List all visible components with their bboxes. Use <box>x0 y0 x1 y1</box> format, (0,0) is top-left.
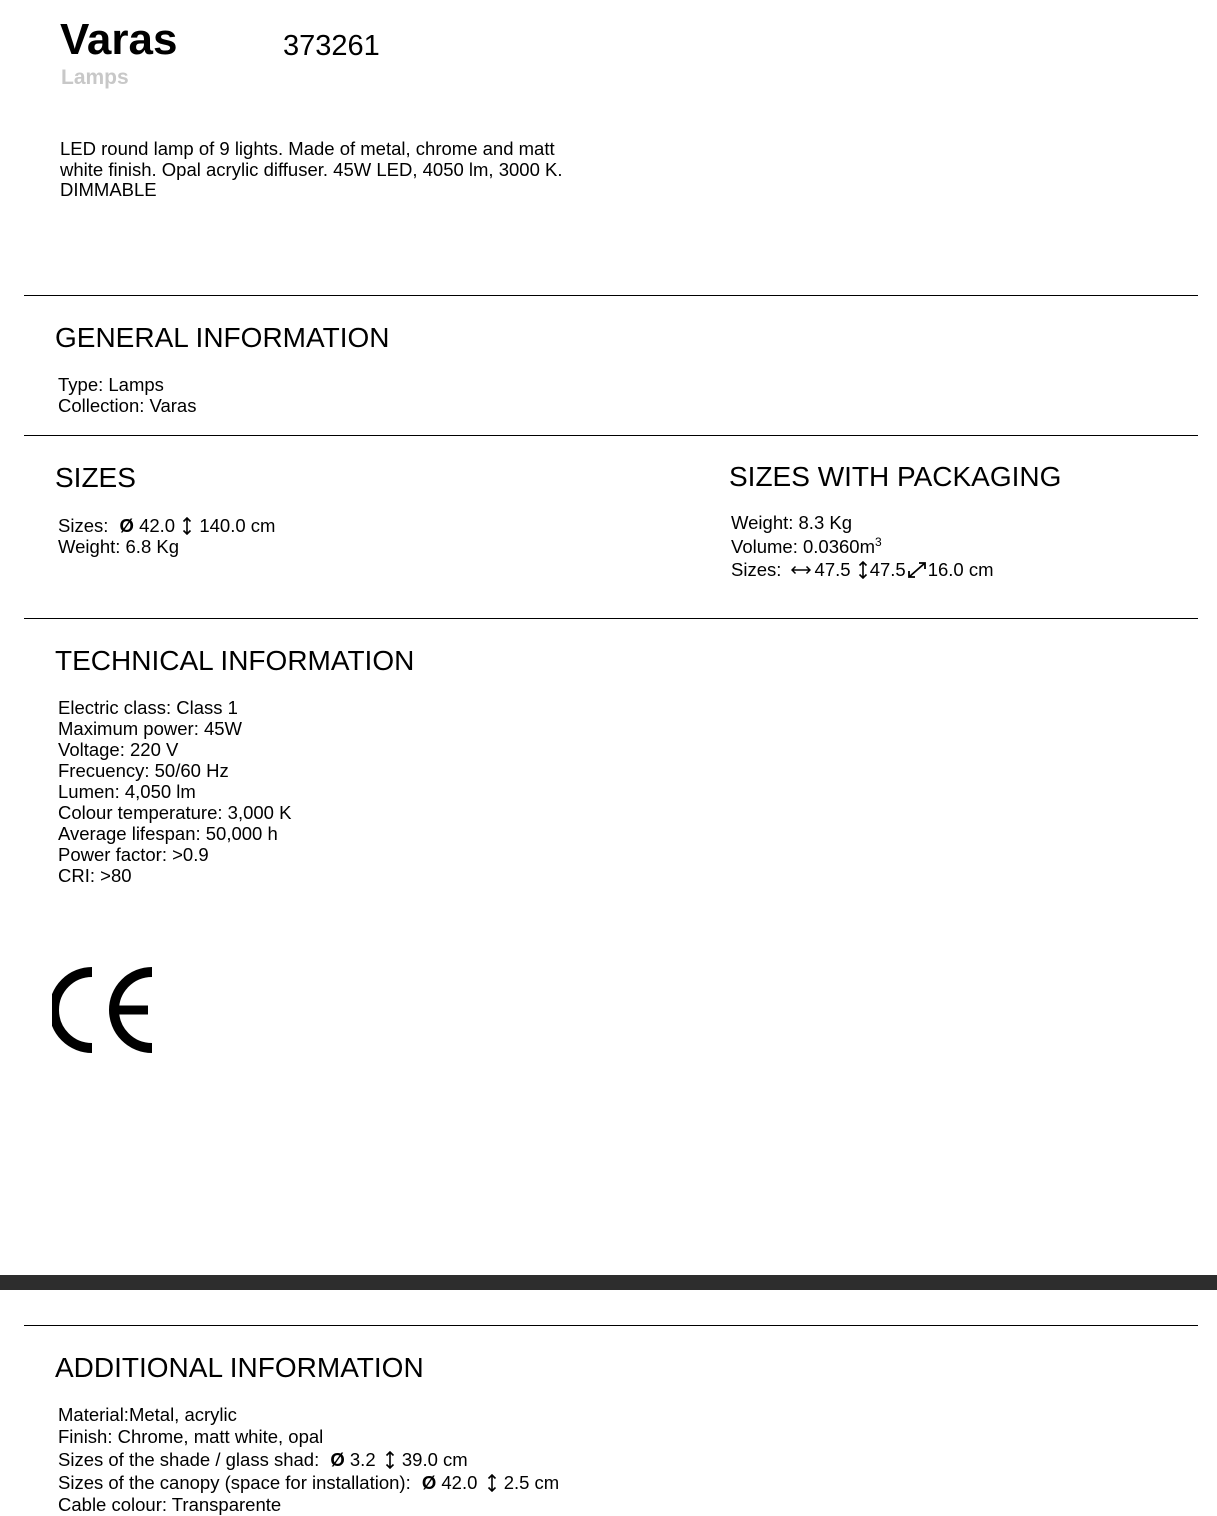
power-factor-line: Power factor: >0.9 <box>58 844 209 865</box>
additional-information-heading: ADDITIONAL INFORMATION <box>55 1352 424 1383</box>
material-line: Material:Metal, acrylic <box>58 1404 237 1425</box>
type-line: Type: Lamps <box>58 374 164 395</box>
height-arrow-icon <box>182 517 192 535</box>
diameter-icon: Ø <box>421 1472 437 1493</box>
ce-mark-icon <box>52 966 158 1054</box>
cable-colour-line: Cable colour: Transparente <box>58 1494 282 1515</box>
product-title: Varas <box>60 15 178 64</box>
electric-class-line: Electric class: Class 1 <box>58 697 238 718</box>
shade-height-value: 39.0 cm <box>401 1449 468 1470</box>
volume-unit-exponent: 3 <box>875 534 882 549</box>
divider <box>24 295 1198 296</box>
depth-arrow-icon <box>907 561 927 579</box>
collection-line: Collection: Varas <box>58 395 197 416</box>
height-arrow-icon <box>858 561 868 579</box>
lumen-line: Lumen: 4,050 lm <box>58 781 196 802</box>
general-information-heading: GENERAL INFORMATION <box>55 322 390 353</box>
divider <box>24 1325 1198 1326</box>
packaging-heading: SIZES WITH PACKAGING <box>729 461 1062 492</box>
shade-sizes-label: Sizes of the shade / glass shad: <box>58 1449 320 1470</box>
colour-temperature-line: Colour temperature: 3,000 K <box>58 802 292 823</box>
packaging-sizes-line <box>731 558 994 582</box>
diameter-value: 42.0 <box>139 515 176 536</box>
packaging-width-value: 47.5 <box>814 559 851 580</box>
packaging-volume-line <box>731 535 994 559</box>
product-reference: 373261 <box>283 30 380 62</box>
technical-information-heading: TECHNICAL INFORMATION <box>55 645 415 676</box>
product-description: LED round lamp of 9 lights. Made of metal, chrome and matt white finish. Opal acrylic diffuser. 45W LED, 4050 lm, 3000 K. DIMMABLE <box>60 138 563 200</box>
height-arrow-icon <box>385 1451 395 1469</box>
canopy-diameter-value: 42.0 <box>441 1472 478 1493</box>
canopy-sizes-line <box>58 1472 559 1494</box>
diameter-icon: Ø <box>330 1449 345 1470</box>
cri-line: CRI: >80 <box>58 865 132 886</box>
voltage-line: Voltage: 220 V <box>58 739 179 760</box>
height-arrow-icon <box>487 1474 497 1492</box>
packaging-height-value: 47.5 <box>869 559 906 580</box>
canopy-height-value: 2.5 cm <box>503 1472 560 1493</box>
frequency-line: Frecuency: 50/60 Hz <box>58 760 229 781</box>
packaging-sizes-label: Sizes: <box>731 559 782 580</box>
sizes-heading: SIZES <box>55 462 136 493</box>
packaging-depth-value: 16.0 cm <box>927 559 994 580</box>
packaging-list <box>731 511 994 582</box>
width-arrow-icon <box>791 565 811 575</box>
divider <box>24 618 1198 619</box>
diameter-icon: Ø <box>119 515 134 536</box>
maximum-power-line: Maximum power: 45W <box>58 718 243 739</box>
additional-information-list <box>58 1404 559 1516</box>
sizes-label: Sizes: <box>58 515 109 536</box>
average-lifespan-line: Average lifespan: 50,000 h <box>58 823 278 844</box>
general-information-list <box>58 374 196 416</box>
shade-sizes-line <box>58 1449 559 1471</box>
product-category: Lamps <box>61 66 129 89</box>
canopy-sizes-label: Sizes of the canopy (space for installation): <box>58 1472 411 1493</box>
volume-unit: m <box>859 535 875 557</box>
volume-value: Volume: 0.0360 <box>731 535 860 557</box>
weight-line: Weight: 6.8 Kg <box>58 536 180 557</box>
sizes-list <box>58 515 275 557</box>
finish-line: Finish: Chrome, matt white, opal <box>58 1426 324 1447</box>
packaging-weight-line: Weight: 8.3 Kg <box>731 512 853 533</box>
sizes-line <box>58 515 275 536</box>
shade-diameter-value: 3.2 <box>349 1449 376 1470</box>
height-value: 140.0 cm <box>199 515 276 536</box>
divider <box>24 435 1198 436</box>
technical-information-list <box>58 697 291 886</box>
page-separator-band <box>0 1275 1217 1290</box>
